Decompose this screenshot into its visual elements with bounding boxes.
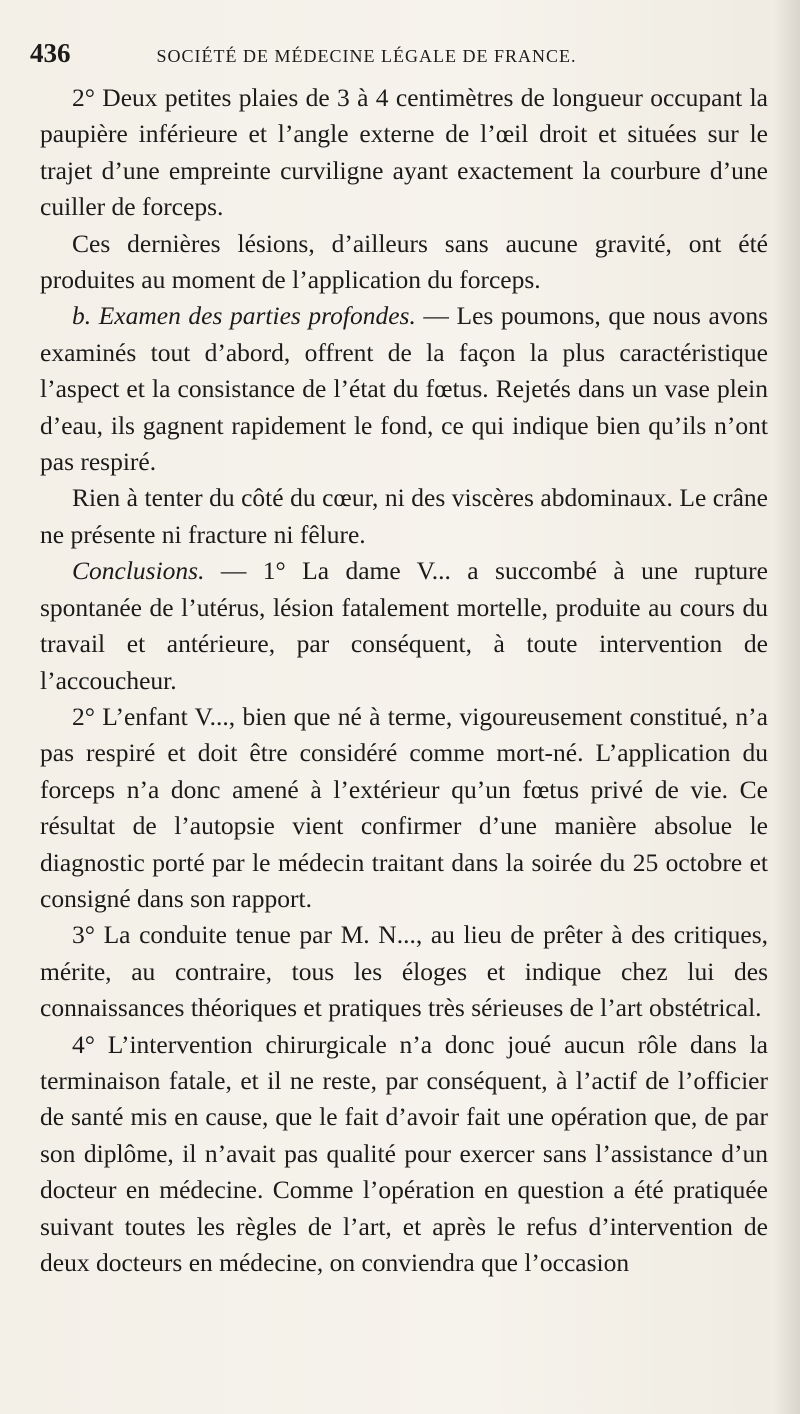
paragraph-text: 4° L’intervention chirurgicale n’a donc joué aucun rôle dans la terminaison fatale, et il ne reste, par conséquent, à l’actif de l’officier de santé mis en cause, que le fait d’avoir fait une opération que, de par son diplôme, il n’avait pas qualité pour exercer sans l’assistance d’un docteur en médecine. Comme l’opération en question a été pratiquée suivant toutes les règles de l’art, et après le refus d’intervention de deux docteurs en médecine, on conviendra que l’occasion xyxy=(40,1029,768,1277)
page-edge-shadow xyxy=(774,0,800,1414)
paragraph-conclusion-4 xyxy=(40,1027,768,1282)
paragraph-text: 3° La conduite tenue par M. N..., au lieu de prêter à des critiques, mérite, au contraire, tous les éloges et indique chez lui des connaissances théoriques et pratiques très sérieuses de l’art obstétrical. xyxy=(40,920,768,1023)
page-header xyxy=(30,38,770,78)
paragraph-lesions xyxy=(40,226,768,299)
paragraph-text: 2° Deux petites plaies de 3 à 4 centimètres de longueur occupant la paupière inférieure et l’angle externe de l’œil droit et situées sur le trajet d’une empreinte curviligne ayant exactement la courbure d’une cuiller de forceps. xyxy=(40,83,768,222)
running-title: SOCIÉTÉ DE MÉDECINE LÉGALE DE FRANCE. xyxy=(156,46,577,66)
paragraph-conclusion-3 xyxy=(40,917,768,1026)
paragraph-text: Rien à tenter du côté du cœur, ni des viscères abdominaux. Le crâne ne présente ni fracture ni fêlure. xyxy=(40,483,768,549)
paragraph-conclusion-1 xyxy=(40,553,768,699)
paragraph-text: — 1° La dame V... a succombé à une rupture spontanée de l’utérus, lésion fatalement mortelle, produite au cours du travail et antérieure, par conséquent, à toute intervention de l’accoucheur. xyxy=(40,556,768,695)
paragraph-text: Ces dernières lésions, d’ailleurs sans aucune gravité, ont été produites au moment de l’application du forceps. xyxy=(40,228,768,295)
paragraph-wound-description xyxy=(40,80,768,226)
page-number: 436 xyxy=(30,38,71,68)
paragraph-lead: b. Examen des parties profondes. xyxy=(72,301,416,331)
paragraph-text: 2° L’enfant V..., bien que né à terme, vigoureusement constitué, n’a pas respiré et doit être considéré comme mort-né. L’application du forceps n’a donc amené à l’extérieur qu’un fœtus privé de vie. Ce résultat de l’autopsie vient confirmer d’une manière absolue le diagnostic porté par le médecin traitant dans la soirée du 25 octobre et consigné dans son rapport. xyxy=(40,701,768,913)
paragraph-deep-exam xyxy=(40,298,768,480)
paragraph-lead: Conclusions. xyxy=(72,556,205,586)
paragraph-text: — Les poumons, que nous avons examinés tout d’abord, offrent de la façon la plus caractéristique l’aspect et la consistance de l’état du fœtus. Rejetés dans un vase plein d’eau, ils gagnent rapidement le fond, ce qui indique bien qu’ils n’ont pas respiré. xyxy=(40,301,768,477)
page-body xyxy=(40,80,768,1281)
paragraph-conclusion-2 xyxy=(40,699,768,917)
paragraph-heart-skull xyxy=(40,480,768,553)
